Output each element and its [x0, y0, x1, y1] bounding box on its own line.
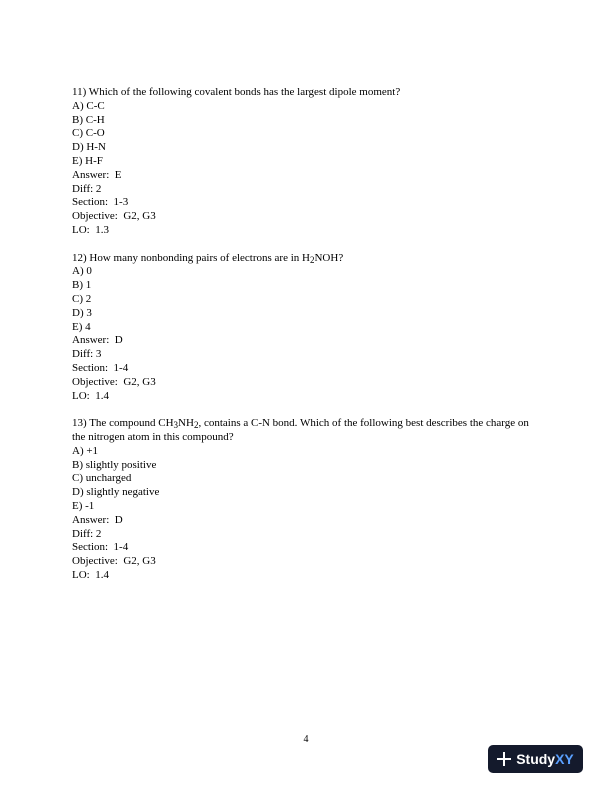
learning-objective: LO: 1.4: [72, 389, 109, 402]
option-b: B) C-H: [72, 113, 105, 126]
section: Section: 1-4: [72, 541, 129, 554]
option-b: B) 1: [72, 279, 92, 292]
difficulty: Diff: 2: [72, 527, 102, 540]
option-d: D) 3: [72, 306, 92, 319]
option-a: A) +1: [72, 444, 99, 457]
option-c: C) uncharged: [72, 472, 132, 485]
option-e: E) H-F: [72, 154, 103, 167]
section: Section: 1-4: [72, 361, 129, 374]
question-text: 11) Which of the following covalent bonds has the largest dipole moment?: [72, 86, 401, 98]
option-a: A) C-C: [72, 99, 105, 112]
brand-name: StudyXY: [516, 751, 574, 767]
option-b: B) slightly positive: [72, 458, 157, 471]
question-text: 13) The compound $CH_3NH_2$, contains a C-N bond. Which of the following best describes the charge on the nitrogen atom in this compound?: [72, 417, 529, 443]
question-13: [72, 417, 542, 583]
option-e: E) 4: [72, 320, 91, 333]
objective: Objective: G2, G3: [72, 210, 156, 223]
option-d: D) H-N: [72, 141, 106, 154]
objective: Objective: G2, G3: [72, 375, 156, 388]
option-c: C) 2: [72, 292, 92, 305]
option-d: D) slightly negative: [72, 486, 160, 499]
learning-objective: LO: 1.4: [72, 568, 109, 581]
answer: Answer: E: [72, 168, 122, 181]
difficulty: Diff: 2: [72, 182, 102, 195]
page-number: 4: [303, 734, 309, 745]
learning-objective: LO: 1.3: [72, 223, 109, 236]
document-body: [72, 86, 542, 596]
difficulty: Diff: 3: [72, 348, 102, 361]
question-text: 12) How many nonbonding pairs of electrons are in $H_2NOH$?: [72, 251, 344, 265]
answer: Answer: D: [72, 513, 123, 526]
question-12: [72, 252, 542, 404]
question-11: [72, 86, 542, 238]
answer: Answer: D: [72, 334, 123, 347]
studyxy-logo[interactable]: [488, 745, 583, 773]
option-c: C) C-O: [72, 127, 105, 140]
section: Section: 1-3: [72, 196, 129, 209]
option-a: A) 0: [72, 265, 92, 278]
plus-icon: [497, 752, 511, 766]
option-e: E) -1: [72, 499, 95, 512]
objective: Objective: G2, G3: [72, 555, 156, 568]
